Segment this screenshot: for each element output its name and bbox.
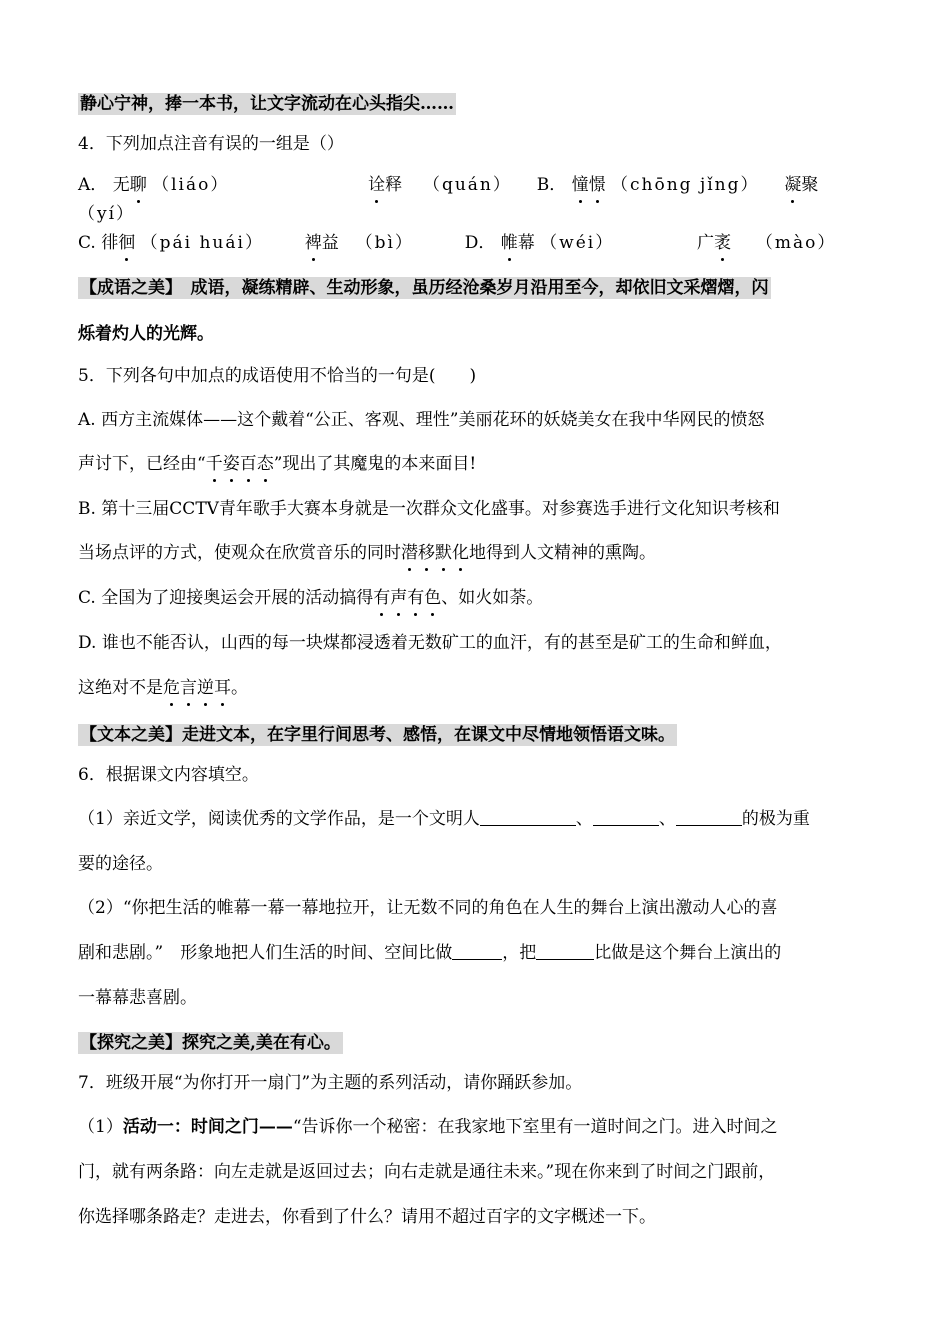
question-7-part-1-line-1: （1）活动一：时间之门——“告诉你一个秘密：在我家地下室里有一道时间之门。进入时间之 [78, 1117, 778, 1137]
option-b-word-1: 憧憬 [571, 175, 606, 195]
question-7-part-1-line-2: 门，就有两条路：向左走就是返回过去；向右走就是通往未来。”现在你来到了时间之门跟前， [78, 1162, 776, 1182]
answer-blank-2[interactable] [593, 807, 659, 826]
question-4-stem: 4．下列加点注音有误的一组是（） [78, 134, 344, 154]
question-7-part-1-line-3: 你选择哪条路走？走进去，你看到了什么？请用不超过百字的文字概述一下。 [78, 1207, 656, 1227]
section-heading-explore: 【探究之美】探究之美,美在有心。 [80, 1033, 341, 1053]
option-a-line-1: A. 西方主流媒体——这个戴着“公正、客观、理性”美丽花环的妖娆美女在我中华网民的愤怒 [78, 410, 765, 430]
question-7-stem: 7．班级开展“为你打开一扇门”为主题的系列活动，请你踊跃参加。 [78, 1073, 583, 1093]
question-4-line-3 [78, 231, 836, 255]
option-a-pinyin-1: （liáo） [152, 175, 230, 195]
section-heading-idiom: 【成语之美】 成语，凝练精辟、生动形象，虽历经沧桑岁月沿用至今，却依旧文采熠熠，闪 [80, 278, 769, 298]
option-c-pinyin-1: （pái huái） [140, 233, 264, 253]
question-6-part-2-line-2: 剧和悲剧。” 形象地把人们生活的时间、空间比做 ，把 比做是这个舞台上演出的 [78, 943, 782, 963]
question-6-part-2-line-1: （2）“你把生活的帷幕一幕一幕地拉开，让无数不同的角色在人生的舞台上演出激动人心的喜 [78, 898, 778, 918]
question-6-part-1-line-1: （1）亲近文学，阅读优秀的文学作品，是一个文明人 、 、 的极为重 [78, 809, 810, 829]
answer-blank-3[interactable] [676, 807, 742, 826]
option-d-word-2: 广袤 [697, 233, 732, 253]
option-a-label: A． [78, 175, 108, 195]
answer-blank-1[interactable] [480, 807, 576, 826]
option-c-line: C. 全国为了迎接奥运会开展的活动搞得有声有色、如火如荼。 [78, 588, 544, 608]
option-a-pinyin-2: （quán） [422, 175, 512, 195]
section-heading-reading: 静心宁神，捧一本书，让文字流动在心头指尖…… [80, 94, 454, 114]
question-4-line-2 [78, 202, 135, 226]
option-c-word-2: 裨益 [304, 233, 339, 253]
idiom-d: 危言逆耳 [163, 678, 231, 698]
section-heading-text: 【文本之美】走进文本，在字里行间思考、感悟，在课文中尽情地领悟语文味。 [80, 725, 675, 745]
option-b-word-2: 凝聚 [784, 175, 819, 195]
option-d-label: D． [464, 233, 496, 253]
answer-blank-4[interactable] [452, 941, 502, 960]
option-d-word-1: 帷幕 [500, 233, 535, 253]
option-b-pinyin-1: （chōng jǐng） [611, 175, 760, 195]
question-4-line-1 [78, 173, 818, 197]
option-d-line-1: D. 谁也不能否认，山西的每一块煤都浸透着无数矿工的血汗，有的甚至是矿工的生命和鲜血， [78, 633, 782, 653]
option-c-label: C. [78, 233, 96, 253]
option-b-pinyin-2: （yí） [78, 204, 136, 224]
option-b-label: B． [536, 175, 567, 195]
section-heading-idiom-line-2: 烁着灼人的光辉。 [78, 324, 214, 344]
question-6-part-2-line-3: 一幕幕悲喜剧。 [78, 988, 197, 1008]
option-d-line-2: 这绝对不是危言逆耳。 [78, 678, 248, 698]
option-c-pinyin-2: （bì） [355, 233, 414, 253]
idiom-b: 潜移默化 [401, 543, 469, 563]
answer-blank-5[interactable] [536, 941, 594, 960]
question-6-part-1-line-2: 要的途径。 [78, 854, 163, 874]
option-a-word-1: 无聊 [112, 175, 147, 195]
question-5-stem: 5．下列各句中加点的成语使用不恰当的一句是( ) [78, 366, 477, 386]
option-d-pinyin-1: （wéi） [540, 233, 615, 253]
option-a-word-2: 诠释 [368, 175, 403, 195]
option-b-line-2: 当场点评的方式，使观众在欣赏音乐的同时潜移默化地得到人文精神的熏陶。 [78, 543, 656, 563]
question-6-stem: 6．根据课文内容填空。 [78, 765, 259, 785]
activity-title: 活动一：时间之门—— [122, 1117, 293, 1137]
option-d-pinyin-2: （mào） [755, 233, 837, 253]
idiom-c: 有声有色 [373, 588, 442, 608]
option-a-line-2: 声讨下，已经由“千姿百态”现出了其魔鬼的本来面目! [78, 454, 477, 474]
idiom-a: 千姿百态 [205, 454, 274, 474]
option-c-word-1: 徘徊 [101, 233, 136, 253]
option-b-line-1: B. 第十三届CCTV青年歌手大赛本身就是一次群众文化盛事。对参赛选手进行文化知识考核和 [78, 499, 780, 519]
